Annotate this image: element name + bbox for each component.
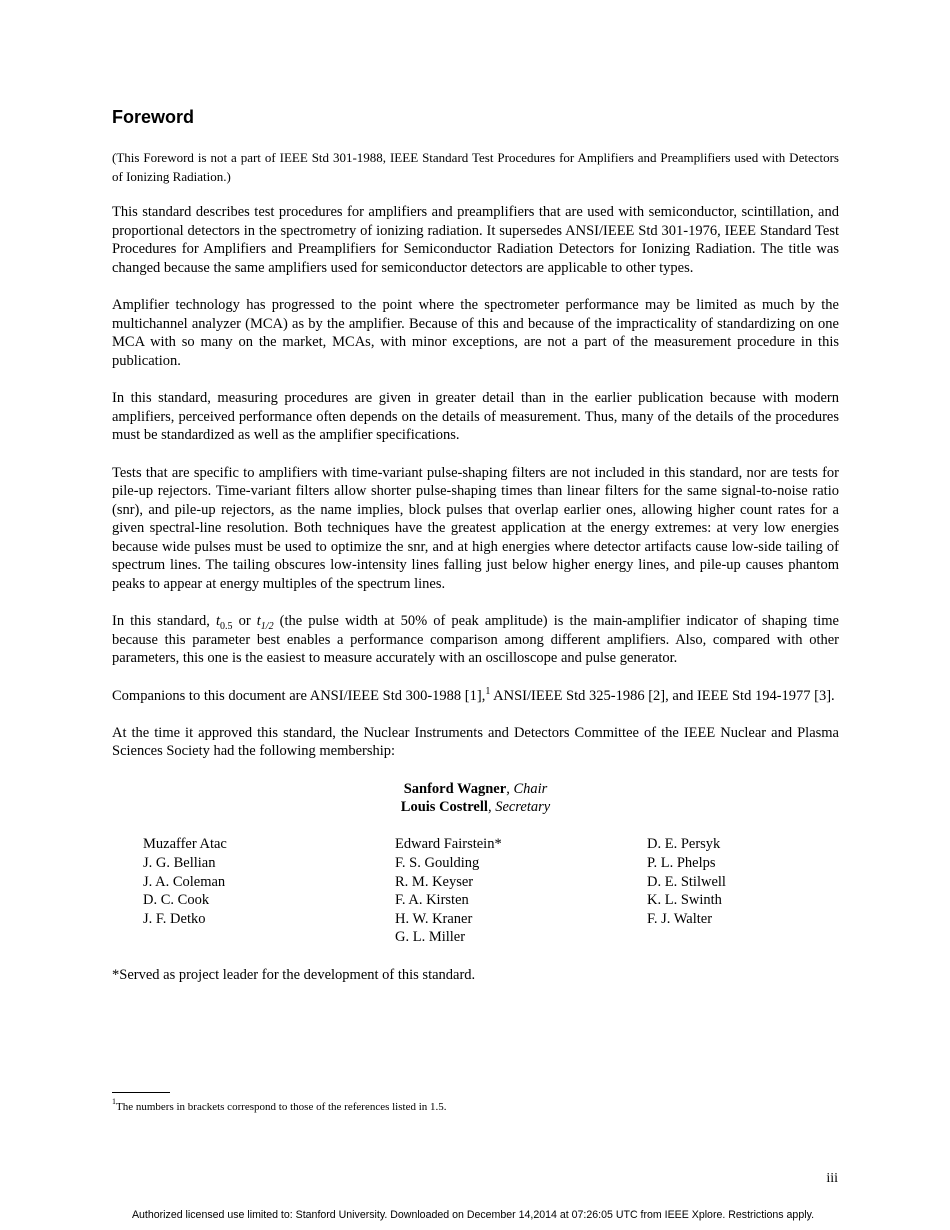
- member-name: Muzaffer Atac: [143, 836, 227, 853]
- paragraph-mca: Amplifier technology has progressed to the point where the spectrometer performance may be limited as much by the multichannel analyzer (MCA) as by the amplifier. Because of this and because of the impracticality of standardizing on one MCA with so many on the market, MCAs, with minor exceptions, are not a part of the measurement procedure in this publication.: [112, 297, 839, 369]
- member-name: D. C. Cook: [143, 892, 210, 909]
- paragraph-procedures: In this standard, measuring procedures are given in greater detail than in the earlier publication because with modern amplifiers, perceived performance often depends on the details of measurement. Thus, many of the details of the procedures must be standardized as well as the amplifier specifications.: [112, 390, 839, 444]
- member-name: J. A. Coleman: [143, 873, 226, 890]
- member-name: P. L. Phelps: [647, 854, 716, 871]
- officer-secretary-name: Louis Costrell: [400, 799, 488, 816]
- committee-members: [112, 835, 839, 947]
- paragraph-companions: [112, 687, 839, 706]
- shaping-symbol-t12: t: [256, 613, 261, 630]
- member-name: F. A. Kirsten: [395, 892, 469, 909]
- member-name: Edward Fairstein*: [395, 836, 502, 853]
- members-column-3: [647, 835, 827, 947]
- officer-chair-role: Chair: [513, 780, 548, 797]
- member-name: D. E. Stilwell: [647, 873, 726, 890]
- companions-before: Companions to this document are ANSI/IEEE Std 300-1988 [1],: [112, 687, 486, 704]
- shaping-rest: (the pulse width at 50% of peak amplitude) is the main-amplifier indicator of shaping time because this parameter best enables a performance comparison among different amplifiers. Also, compared with other parameters, this one is the easiest to measure accurately with an oscilloscope and pulse generator.: [112, 613, 839, 667]
- shaping-sub-t05: 0.5: [220, 621, 233, 633]
- shaping-sub-t12: 1/2: [260, 621, 274, 633]
- paragraph-time-variant: Tests that are specific to amplifiers with time-variant pulse-shaping filters are not included in this standard, nor are tests for pile-up rejectors. Time-variant filters allow shorter pulse-shaping times than linear filters for the same signal-to-noise ratio (snr), and pile-up rejectors, as the name implies, block pulses that overlap earlier ones, allowing higher count rates for a given spectral-line resolution. Both techniques have the greatest application at the energy extremes: at very low energies because wide pulses must be used to optimize the snr, and at high energies where detector artifacts cause low-side tailing of spectrum lines. The tailing obscures low-intensity lines falling just below higher energy lines, and pile-up causes phantom peaks to appear at energy multiples of the spectrum lines.: [112, 464, 839, 593]
- member-name: F. J. Walter: [647, 910, 713, 927]
- member-name: J. G. Bellian: [143, 854, 216, 871]
- footnote-divider: [112, 1092, 170, 1093]
- page-number: iii: [826, 1171, 838, 1186]
- member-name: R. M. Keyser: [395, 873, 474, 890]
- shaping-prefix: In this standard,: [112, 613, 216, 630]
- officer-chair: Sanford Wagner, Chair: [403, 780, 548, 797]
- shaping-symbol-t05: t: [216, 613, 221, 630]
- companions-after: ANSI/IEEE Std 325-1986 [2], and IEEE Std 194-1977 [3].: [490, 687, 835, 704]
- foreword-note: (This Foreword is not a part of IEEE Std 301-1988, IEEE Standard Test Procedures for Amplifiers and Preamplifiers used with Detectors of Ionizing Radiation.): [112, 150, 839, 184]
- member-name: J. F. Detko: [143, 910, 206, 927]
- license-notice: Authorized licensed use limited to: Stanford University. Downloaded on December 14,2014 at 07:26:05 UTC from IEEE Xplore. Restrictions apply.: [131, 1209, 815, 1221]
- members-column-1: [143, 835, 395, 947]
- project-leader-note: *Served as project leader for the development of this standard.: [112, 966, 476, 983]
- officer-secretary-role: Secretary: [495, 799, 551, 816]
- paragraph-shaping-time: [112, 612, 839, 668]
- foreword-body: [112, 149, 839, 1003]
- member-name: F. S. Goulding: [395, 854, 480, 871]
- member-name: G. L. Miller: [395, 929, 466, 946]
- footnote-text: The numbers in brackets correspond to those of the references listed in 1.5.: [116, 1101, 447, 1113]
- committee-officers: [112, 780, 839, 817]
- page-title: Foreword: [112, 107, 195, 127]
- officer-secretary: Louis Costrell, Secretary: [400, 799, 551, 816]
- footnote: [112, 1099, 447, 1115]
- footnote-reference: 1: [485, 685, 491, 697]
- footnote-mark: 1: [112, 1097, 116, 1107]
- member-name: H. W. Kraner: [395, 910, 473, 927]
- officer-chair-name: Sanford Wagner: [403, 780, 507, 797]
- paragraph-scope: This standard describes test procedures for amplifiers and preamplifiers that are used with semiconductor, scintillation, and proportional detectors in the spectrometry of ionizing radiation. It supersedes ANSI/IEEE Std 301-1976, IEEE Standard Test Procedures for Amplifiers and Preamplifiers for Semiconductor Radiation Detectors for Ionizing Radiation. The title was changed because the same amplifiers used for semiconductor detectors are applicable to other types.: [112, 204, 839, 276]
- paragraph-membership-intro: At the time it approved this standard, the Nuclear Instruments and Detectors Committee of the IEEE Nuclear and Plasma Sciences Society had the following membership:: [112, 724, 839, 760]
- members-column-2: [395, 835, 647, 947]
- shaping-or: or: [232, 613, 257, 630]
- member-name: D. E. Persyk: [647, 836, 721, 853]
- member-name: K. L. Swinth: [647, 892, 722, 909]
